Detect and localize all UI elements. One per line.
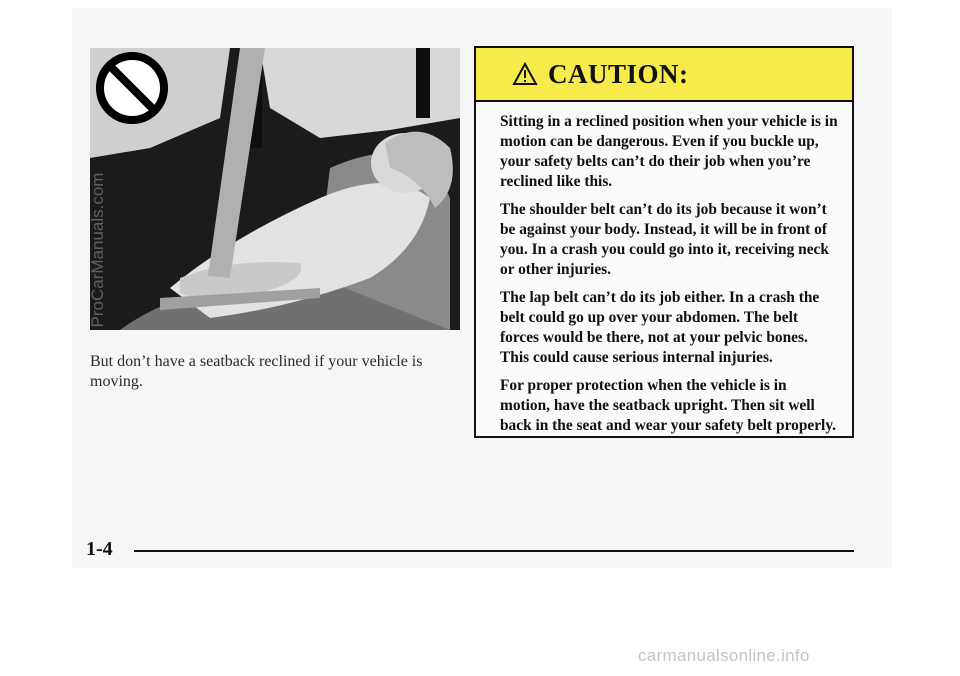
side-watermark: ProCarManuals.com (88, 172, 107, 328)
caution-paragraph: The lap belt can’t do its job either. In a crash the belt could go up over your abdomen. The belt forces would be there, not at your pelvic bones. This could cause serious internal injuries. (500, 289, 820, 366)
reclined-seat-illustration (90, 48, 460, 330)
caution-header (476, 48, 852, 102)
warning-triangle-icon (512, 62, 538, 86)
caution-box (474, 46, 854, 438)
page-number: 1-4 (86, 538, 113, 560)
caution-paragraph: Sitting in a reclined position when your vehicle is in motion can be dangerous. Even if you buckle up, your safety belts can’t do their job when you’re reclined like this. (500, 113, 838, 190)
body-paragraph: But don’t have a seatback reclined if your vehicle is moving. (90, 353, 423, 390)
caution-title: CAUTION: (548, 58, 689, 89)
footer-rule (134, 550, 854, 552)
bottom-watermark: carmanualsonline.info (638, 646, 810, 665)
caution-paragraph: For proper protection when the vehicle is in motion, have the seatback upright. Then sit well back in the seat and wear your safety belt properly. (500, 377, 837, 434)
caution-paragraph: The shoulder belt can’t do its job because it won’t be against your body. Instead, it will be in front of you. In a crash you could go into it, receiving neck or other injuries. (500, 201, 829, 278)
caution-body (476, 102, 852, 436)
